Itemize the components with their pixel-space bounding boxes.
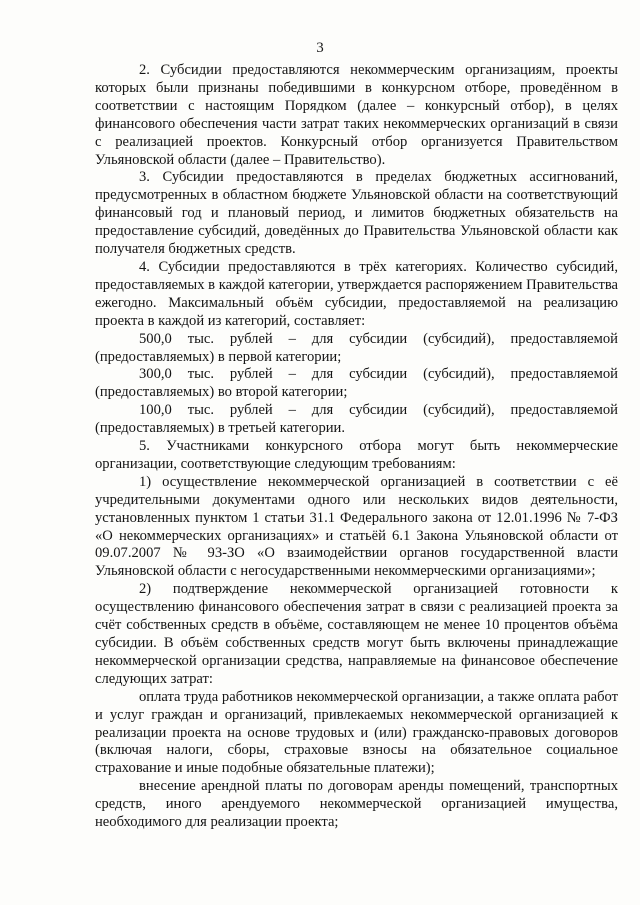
- paragraph-5-participants: 5. Участниками конкурсного отбора могут быть некоммерческие организации, соответствующие следующим требованиям:: [95, 438, 618, 472]
- paragraph-2-subsidies-recipients: 2. Субсидии предоставляются некоммерческим организациям, проекты которых были признаны победившими в конкурсном отборе, проведённом в соответствии с настоящим Порядком (далее – конкурсный отбор), в целях финансового обеспечения части затрат таких некоммерческих организаций в связи с реализацией проектов. Конкурсный отбор организуется Правительством Ульяновской области (далее – Правительство).: [95, 62, 618, 168]
- paragraph-3-budget-limits: 3. Субсидии предоставляются в пределах бюджетных ассигнований, предусмотренных в областном бюджете Ульяновской области на соответствующий финансовый год и плановый период, и лимитов бюджетных обязательств на предоставление субсидий, доведённых до Правительства Ульяновской области как получателя бюджетных средств.: [95, 169, 618, 258]
- paragraph-4-categories: 4. Субсидии предоставляются в трёх категориях. Количество субсидий, предоставляемых в каждой категории, утверждается распоряжением Правительства ежегодно. Максимальный объём субсидии, предоставляемой на реализацию проекта в каждой из категорий, составляет:: [95, 258, 618, 329]
- cost-item-rent: внесение арендной платы по договорам аренды помещений, транспортных средств, иного арендуемого некоммерческой организацией имущества, необходимого для реализации проекта;: [95, 778, 618, 831]
- page-number: 3: [316, 40, 324, 56]
- document-body: [95, 62, 618, 832]
- cost-item-labor: оплата труда работников некоммерческой организации, а также оплата работ и услуг граждан и организаций, привлекаемых некоммерческой организацией к реализации проекта на основе трудовых и (или) гражданско-правовых договоров (включая налоги, сборы, страховые взносы на обязательное социальное страхование и иные подобные обязательные платежи);: [95, 688, 618, 777]
- category-1-amount: 500,0 тыс. рублей – для субсидии (субсидий), предоставляемой (предоставляемых) в первой категории;: [95, 330, 618, 365]
- requirement-2: 2) подтверждение некоммерческой организацией готовности к осуществлению финансового обеспечения затрат в связи с реализацией проекта за счёт собственных средств в объёме, составляющем не менее 10 процентов объёма субсидии. В объём собственных средств могут быть включены принадлежащие некоммерческой организации средства, направляемые на финансовое обеспечение следующих затрат:: [95, 581, 618, 687]
- category-2-amount: 300,0 тыс. рублей – для субсидии (субсидий), предоставляемой (предоставляемых) во второй категории;: [95, 366, 618, 401]
- requirement-1: 1) осуществление некоммерческой организацией в соответствии с её учредительными документами одного или нескольких видов деятельности, установленных пунктом 1 статьи 31.1 Федерального закона от 12.01.1996 № 7-ФЗ «О некоммерческих организациях» и статьёй 6.1 Закона Ульяновской области от 09.07.2007 № 93-ЗО «О взаимодействии органов государственной власти Ульяновской области с негосударственными некоммерческими организациями»;: [95, 473, 618, 580]
- category-3-amount: 100,0 тыс. рублей – для субсидии (субсидий), предоставляемой (предоставляемых) в третьей категории.: [95, 402, 618, 437]
